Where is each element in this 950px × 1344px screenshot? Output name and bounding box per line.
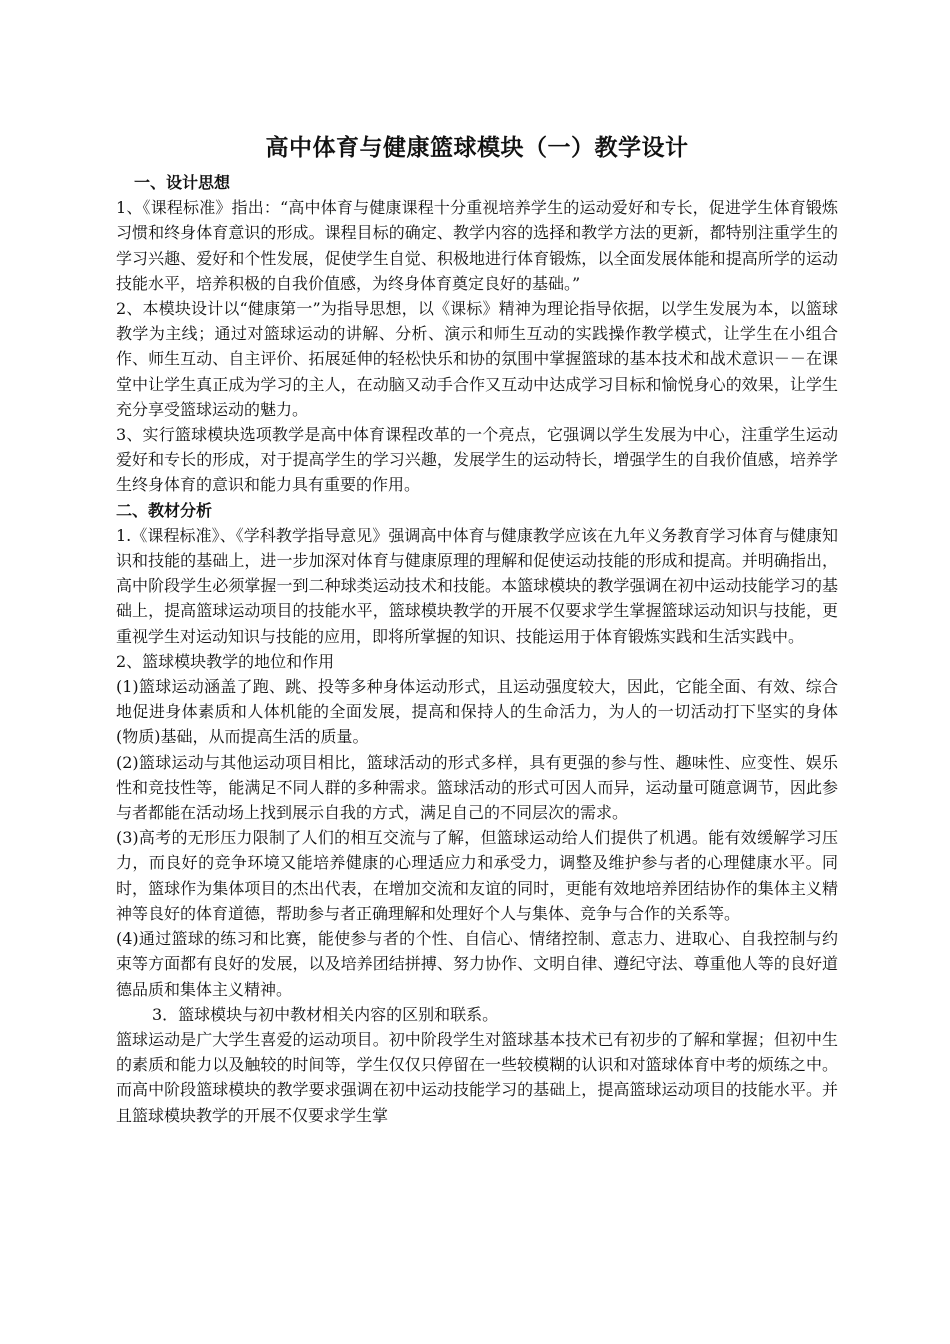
subheading-role: 2、篮球模块教学的地位和作用 [116,651,335,671]
list-item-role-2: (2)篮球运动与其他运动项目相比，篮球活动的形式多样，具有更强的参与性、趣味性、应变性、娱乐性和竞技性等，能满足不同人群的多种需求。篮球活动的形式可因人而异，运动量可随意调节，因此参与者都能在活动场上找到展示自我的方式，满足自己的不同层次的需求。 [116,752,838,823]
document-page [116,126,838,1128]
paragraph-design-1: 1、《课程标准》指出：“高中体育与健康课程十分重视培养学生的运动爱好和专长，促进学生体育锻炼习惯和终身体育意识的形成。课程目标的确定、教学内容的选择和教学方法的更新，都特别注重学生的学习兴趣、爱好和个性发展，促使学生自觉、积极地进行体育锻炼，以全面发展体能和提高所学的运动技能水平，培养积极的自我价值感，为终身体育奠定良好的基础。” [116,198,838,293]
paragraph-design-3: 3、实行篮球模块选项教学是高中体育课程改革的一个亮点，它强调以学生发展为中心，注重学生运动爱好和专长的形成，对于提高学生的学习兴趣，发展学生的运动特长，增强学生的自我价值感，培养学生终身体育的意识和能力具有重要的作用。 [116,425,838,495]
list-item-role-1: (1)篮球运动涵盖了跑、跳、投等多种身体运动形式，且运动强度较大，因此，它能全面、有效、综合地促进身体素质和人体机能的全面发展，提高和保持人的生命活力，为人的一切活动打下坚实的身体(物质)基础，从而提高生活的质量。 [116,677,838,747]
section-heading-material-analysis: 二、教材分析 [116,500,213,520]
list-item-role-4: (4)通过篮球的练习和比赛，能使参与者的个性、自信心、情绪控制、意志力、进取心、自我控制与约束等方面都有良好的发展，以及培养团结拼搏、努力协作、文明自律、遵纪守法、尊重他人等的良好道德品质和集体主义精神。 [116,929,838,999]
paragraph-material-1: 1.《课程标准》、《学科教学指导意见》强调高中体育与健康教学应该在九年义务教育学习体育与健康知识和技能的基础上，进一步加深对体育与健康原理的理解和促使运动技能的形成和提高。并明确指出，高中阶段学生必须掌握一到二种球类运动技术和技能。本篮球模块的教学强调在初中运动技能学习的基础上，提高篮球运动项目的技能水平，篮球模块教学的开展不仅要求学生掌握篮球运动知识与技能，更重视学生对运动知识与技能的应用，即将所掌握的知识、技能运用于体育锻炼实践和生活实践中。 [116,525,838,646]
subheading-difference: 3．篮球模块与初中教材相关内容的区别和联系。 [152,1004,499,1024]
paragraph-difference: 篮球运动是广大学生喜爱的运动项目。初中阶段学生对篮球基本技术已有初步的了解和掌握；但初中生的素质和能力以及触较的时间等，学生仅仅只停留在一些较模糊的认识和对篮球体育中考的烦练之中。而高中阶段篮球模块的教学要求强调在初中运动技能学习的基础上，提高篮球运动项目的技能水平。并且篮球模块教学的开展不仅要求学生掌 [116,1029,838,1125]
section-heading-design-idea: 一、设计思想 [134,173,231,192]
paragraph-design-2: 2、本模块设计以“健康第一”为指导思想，以《课标》精神为理论指导依据，以学生发展为本，以篮球教学为主线；通过对篮球运动的讲解、分析、演示和师生互动的实践操作教学模式，让学生在小组合作、师生互动、自主评价、拓展延伸的轻松快乐和协的氛围中掌握篮球的基本技术和战术意识－－在课堂中让学生真正成为学习的主人，在动脑又动手合作又互动中达成学习目标和愉悦身心的效果，让学生充分享受篮球运动的魅力。 [116,299,838,419]
document-title: 高中体育与健康篮球模块（一）教学设计 [265,135,689,161]
list-item-role-3: (3)高考的无形压力限制了人们的相互交流与了解，但篮球运动给人们提供了机遇。能有效缓解学习压力，而良好的竞争环境又能培养健康的心理适应力和承受力，调整及维护参与者的心理健康水平。同时，篮球作为集体项目的杰出代表，在增加交流和友谊的同时，更能有效地培养团结协作的集体主义精神等良好的体育道德，帮助参与者正确理解和处理好个人与集体、竞争与合作的关系等。 [116,828,838,923]
